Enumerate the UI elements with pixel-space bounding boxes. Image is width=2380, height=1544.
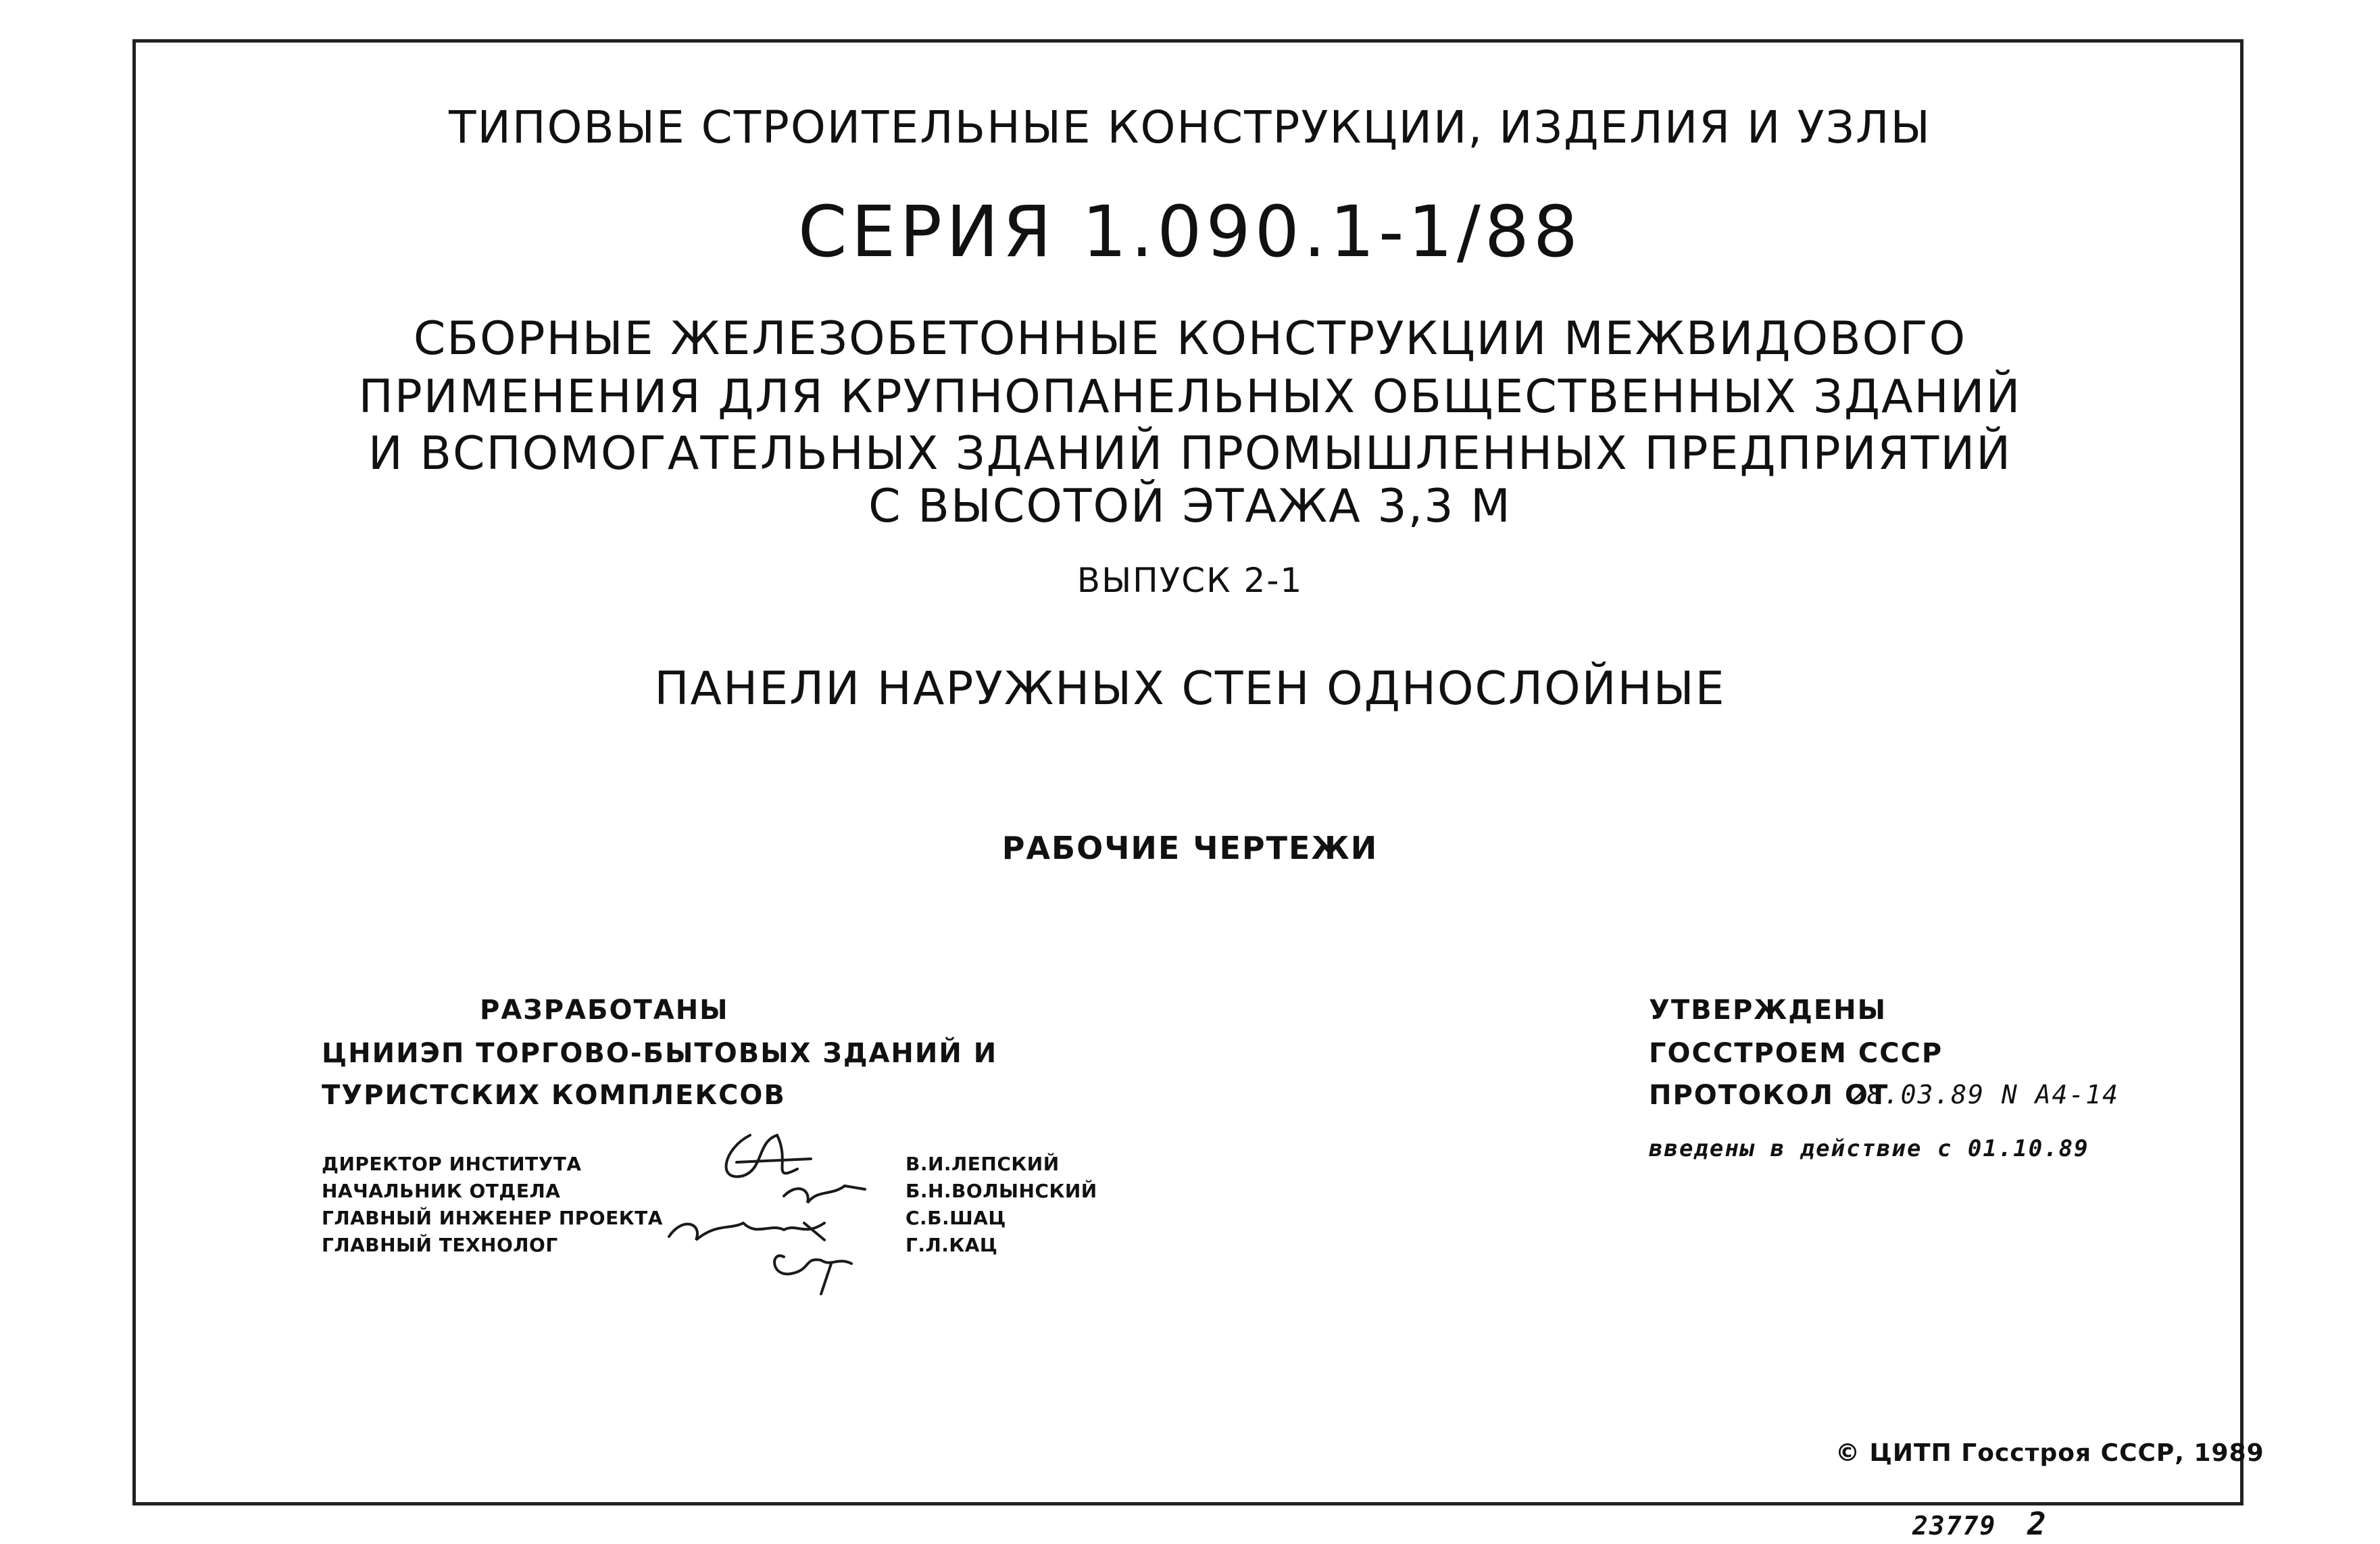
subtitle-line-3: И ВСПОМОГАТЕЛЬНЫХ ЗДАНИЙ ПРОМЫШЛЕННЫХ ПРЕДПРИЯТИЙ	[368, 427, 2012, 480]
copyright: © ЦИТП Госстроя СССР, 1989	[1835, 1439, 2264, 1467]
name-chief-engineer: С.Б.ШАЦ	[906, 1207, 1006, 1229]
position-chief-engineer: ГЛАВНЫЙ ИНЖЕНЕР ПРОЕКТА	[322, 1207, 663, 1229]
position-director: ДИРЕКТОР ИНСТИТУТА	[322, 1153, 582, 1175]
approved-by: ГОССТРОЕМ СССР	[1649, 1038, 1943, 1069]
enacted-date: введены в действие с 01.10.89	[1649, 1135, 2089, 1162]
subtitle-line-1: СБОРНЫЕ ЖЕЛЕЗОБЕТОННЫЕ КОНСТРУКЦИИ МЕЖВИДОВОГО	[413, 312, 1967, 366]
name-director: В.И.ЛЕПСКИЙ	[906, 1153, 1060, 1175]
sheet-number: 2	[2027, 1505, 2048, 1542]
protocol-label: ПРОТОКОЛ ОТ	[1649, 1080, 1889, 1111]
protocol-value: 28.03.89 N А4-14	[1850, 1080, 2120, 1110]
approved-title: УТВЕРЖДЕНЫ	[1649, 995, 1887, 1026]
working-drawings-label: РАБОЧИЕ ЧЕРТЕЖИ	[1001, 830, 1379, 866]
position-chief-technologist: ГЛАВНЫЙ ТЕХНОЛОГ	[322, 1234, 558, 1256]
developed-org-line-1: ЦНИИЭП ТОРГОВО-БЫТОВЫХ ЗДАНИЙ И	[322, 1038, 998, 1069]
subtitle-line-4: С ВЫСОТОЙ ЭТАЖА 3,3 М	[868, 480, 1512, 533]
name-head-dept: Б.Н.ВОЛЫНСКИЙ	[906, 1180, 1097, 1202]
issue-label: ВЫПУСК 2-1	[1076, 561, 1304, 600]
series-title: СЕРИЯ 1.090.1-1/88	[797, 191, 1583, 273]
panels-title: ПАНЕЛИ НАРУЖНЫХ СТЕН ОДНОСЛОЙНЫЕ	[654, 662, 1726, 716]
header-title: ТИПОВЫЕ СТРОИТЕЛЬНЫЕ КОНСТРУКЦИИ, ИЗДЕЛИЯ И УЗЛЫ	[449, 101, 1931, 153]
position-head-dept: НАЧАЛЬНИК ОТДЕЛА	[322, 1180, 561, 1202]
developed-title: РАЗРАБОТАНЫ	[480, 995, 729, 1026]
name-chief-technologist: Г.Л.КАЦ	[906, 1234, 998, 1256]
subtitle-line-2: ПРИМЕНЕНИЯ ДЛЯ КРУПНОПАНЕЛЬНЫХ ОБЩЕСТВЕННЫХ ЗДАНИЙ	[358, 370, 2022, 424]
developed-org-line-2: ТУРИСТСКИХ КОМПЛЕКСОВ	[322, 1080, 786, 1111]
handwritten-signatures	[655, 1122, 885, 1297]
stamp-number: 23779	[1912, 1511, 1997, 1541]
